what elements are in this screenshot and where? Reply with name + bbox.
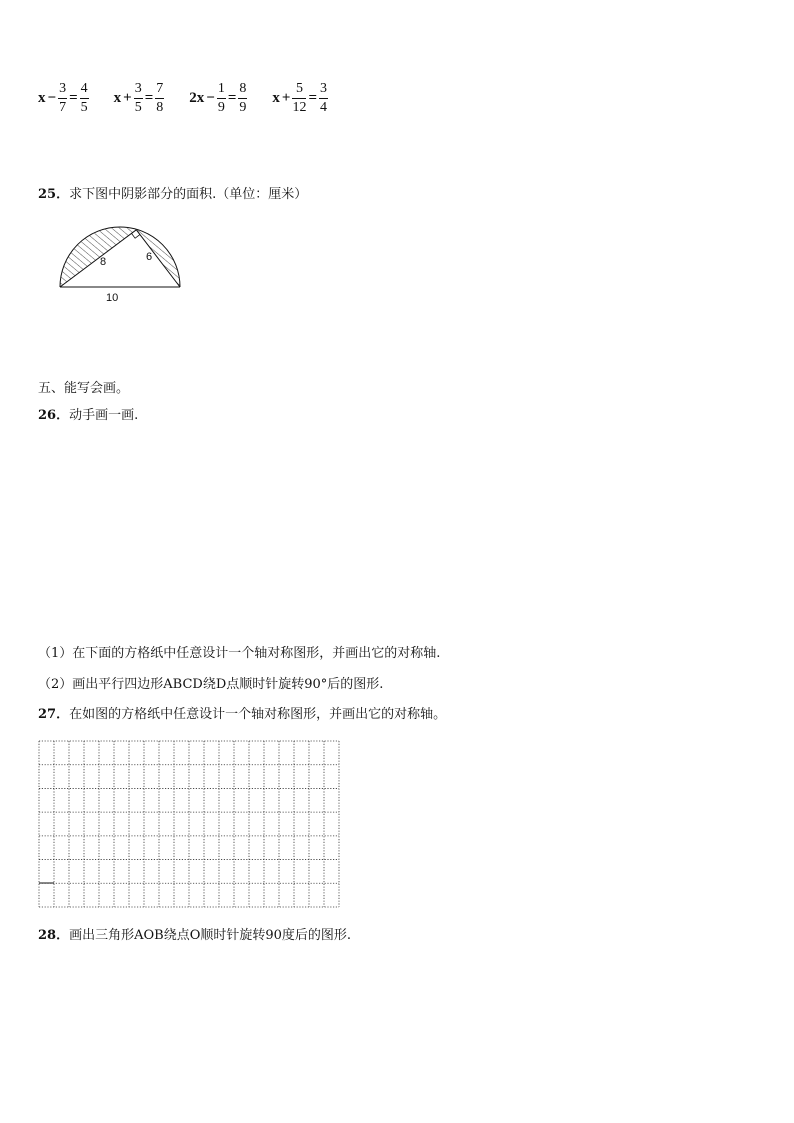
equals-sign: = [308,89,317,106]
equation-4 [272,82,329,115]
question-number: 25． [38,187,70,202]
fraction: $\frac{4}{5}$ [80,80,88,115]
equation-2 [114,82,166,115]
eq-variable: x [113,89,122,106]
eq-variable: 2x [189,89,205,106]
question-25 [38,187,307,203]
question-number: 26． [38,408,70,423]
eq-operator: + [123,89,132,106]
eq-operator: − [206,89,215,106]
equation-3 [189,82,248,115]
fraction: $\frac{8}{9}$ [239,80,247,115]
equals-sign: = [227,89,237,106]
question-text: 求下图中阴影部分的面积.（单位：厘米） [69,187,308,202]
question-number: 28． [38,928,70,943]
fraction: $\frac{3}{5}$ [134,80,142,115]
question-27 [38,707,446,723]
fraction: $\frac{3}{4}$ [320,80,327,115]
question-text: 动手画一画. [69,408,139,423]
right-angle-mark [132,233,140,238]
fraction: $\frac{5}{12}$ [292,80,307,115]
label-8: 8 [100,256,107,268]
equals-sign: = [69,89,78,106]
question-number: 27． [38,707,70,722]
grid-paper [38,740,340,910]
eq-variable: x [38,89,46,106]
question-text: 画出三角形AOB绕点O顺时针旋转90度后的图形. [69,928,352,943]
question-28 [38,928,351,944]
eq-variable: x [272,89,280,106]
eq-operator: − [47,89,57,106]
question-text: 在如图的方格纸中任意设计一个轴对称图形，并画出它的对称轴。 [69,707,447,722]
label-10: 10 [106,292,119,304]
fraction: $\frac{3}{7}$ [59,80,67,115]
question-26-part-2: （2）画出平行四边形ABCD绕D点顺时针旋转90°后的图形. [38,677,384,692]
equation-1 [38,82,90,115]
equation-row [38,78,353,118]
eq-operator: + [281,89,291,106]
question-26-part-1: （1）在下面的方格纸中任意设计一个轴对称图形，并画出它的对称轴. [38,646,441,661]
section-heading: 五、能写会画。 [38,381,130,396]
fraction: $\frac{1}{9}$ [217,80,225,115]
label-6: 6 [146,251,153,263]
equals-sign: = [144,89,154,106]
question-26 [38,408,138,424]
fraction: $\frac{7}{8}$ [156,80,164,115]
semicircle-figure [55,220,185,310]
